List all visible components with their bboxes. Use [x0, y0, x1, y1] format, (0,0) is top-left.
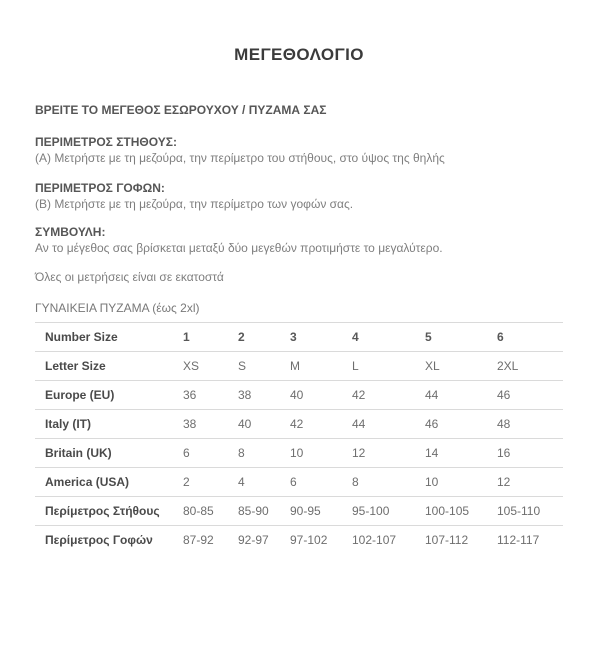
cell: L — [352, 359, 359, 373]
cell: 10 — [425, 475, 439, 489]
find-size-subtitle: ΒΡΕΙΤΕ ΤΟ ΜΕΓΕΘΟΣ ΕΣΩΡΟΥΧΟΥ / ΠΥΖΑΜΑ ΣΑΣ — [35, 103, 327, 117]
cell: 36 — [183, 388, 197, 402]
cell: 100-105 — [425, 504, 470, 518]
table-row-number-size — [35, 323, 563, 352]
cell: M — [290, 359, 300, 373]
cell: 8 — [352, 475, 359, 489]
table-row-chest-circumference — [35, 497, 563, 526]
table-row-italy — [35, 410, 563, 439]
cell: 102-107 — [352, 533, 397, 548]
row-label: Περίμετρος Στήθους — [45, 504, 160, 518]
cell: 40 — [290, 388, 304, 402]
cell: 97-102 — [290, 533, 328, 548]
cell: 38 — [183, 417, 197, 431]
cell: 12 — [497, 475, 511, 489]
row-label: Number Size — [45, 330, 118, 344]
cell: 12 — [352, 446, 366, 460]
row-label: Italy (IT) — [45, 417, 92, 431]
cell: 1 — [183, 330, 190, 344]
cell: 38 — [238, 388, 252, 402]
cell: 2 — [238, 330, 245, 344]
cell: 90-95 — [290, 504, 321, 518]
cell: 6 — [183, 446, 190, 460]
row-label: America (USA) — [45, 475, 130, 489]
cell: 48 — [497, 417, 511, 431]
row-label: Letter Size — [45, 359, 106, 373]
cell: 6 — [290, 475, 297, 489]
cell: XS — [183, 359, 200, 373]
table-row-letter-size — [35, 352, 563, 381]
section-body: (Α) Μετρήστε με τη μεζούρα, την περίμετρο του στήθους, στο ύψος της θηλής — [35, 151, 445, 165]
cell: 8 — [238, 446, 245, 460]
cell: 87-92 — [183, 533, 214, 548]
table-row-europe — [35, 381, 563, 410]
page-title: ΜΕΓΕΘΟΛΟΓΙΟ — [234, 45, 364, 64]
cell: 4 — [238, 475, 245, 489]
cell: 6 — [497, 330, 504, 344]
table-row-hip-circumference — [35, 526, 563, 555]
cell: 44 — [352, 417, 366, 431]
measurements-unit-note: Όλες οι μετρήσεις είναι σε εκατοστά — [35, 270, 224, 284]
section-chest-circumference — [35, 135, 563, 166]
table-row-britain — [35, 439, 563, 468]
cell: 5 — [425, 330, 432, 344]
cell: 92-97 — [238, 533, 269, 548]
row-label: Περίμετρος Γοφών — [45, 533, 153, 548]
cell: 42 — [290, 417, 304, 431]
cell: 80-85 — [183, 504, 214, 518]
cell: 16 — [497, 446, 511, 460]
section-advice — [35, 225, 563, 256]
size-table-caption: ΓΥΝΑΙΚΕΙΑ ΠΥΖΑΜΑ (έως 2xl) — [35, 301, 200, 315]
row-label: Britain (UK) — [45, 446, 112, 460]
cell: 2XL — [497, 359, 519, 373]
cell: 40 — [238, 417, 252, 431]
cell: 85-90 — [238, 504, 269, 518]
section-hip-circumference — [35, 181, 563, 212]
section-heading: ΣΥΜΒΟΥΛΗ: — [35, 225, 106, 239]
cell: 46 — [425, 417, 439, 431]
cell: 42 — [352, 388, 366, 402]
cell: 3 — [290, 330, 297, 344]
section-heading: ΠΕΡΙΜΕΤΡΟΣ ΣΤΗΘΟΥΣ: — [35, 135, 177, 149]
cell: 14 — [425, 446, 439, 460]
cell: S — [238, 359, 247, 373]
cell: 2 — [183, 475, 190, 489]
section-heading: ΠΕΡΙΜΕΤΡΟΣ ΓΟΦΩΝ: — [35, 181, 165, 195]
cell: XL — [425, 359, 440, 373]
row-label: Europe (EU) — [45, 388, 115, 402]
cell: 112-117 — [497, 533, 540, 548]
cell: 107-112 — [425, 533, 469, 548]
cell: 105-110 — [497, 504, 541, 518]
table-row-america — [35, 468, 563, 497]
cell: 95-100 — [352, 504, 390, 518]
cell: 44 — [425, 388, 439, 402]
cell: 46 — [497, 388, 511, 402]
size-guide-page — [0, 45, 600, 555]
section-body: Αν το μέγεθος σας βρίσκεται μεταξύ δύο μεγεθών προτιμήστε το μεγαλύτερο. — [35, 241, 443, 255]
section-body: (Β) Μετρήστε με τη μεζούρα, την περίμετρο των γοφών σας. — [35, 197, 354, 211]
womens-pyjama-size-table — [35, 322, 563, 555]
cell: 10 — [290, 446, 304, 460]
cell: 4 — [352, 330, 359, 344]
